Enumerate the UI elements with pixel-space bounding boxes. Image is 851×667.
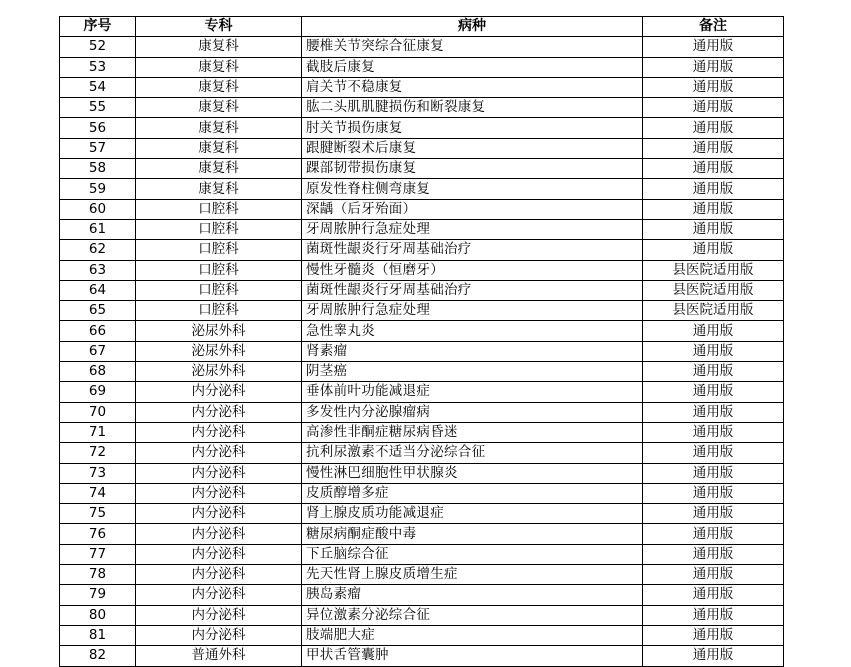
table-row xyxy=(60,179,784,199)
row-department: 内分泌科 xyxy=(136,625,302,645)
row-note: 通用版 xyxy=(643,605,784,625)
row-note: 通用版 xyxy=(643,321,784,341)
row-department: 内分泌科 xyxy=(136,443,302,463)
row-number: 75 xyxy=(60,504,136,524)
row-number: 76 xyxy=(60,524,136,544)
row-disease: 牙周脓肿行急症处理 xyxy=(302,219,643,239)
row-department: 泌尿外科 xyxy=(136,321,302,341)
row-disease: 牙周脓肿行急症处理 xyxy=(302,301,643,321)
row-department: 泌尿外科 xyxy=(136,341,302,361)
row-disease: 胰岛素瘤 xyxy=(302,585,643,605)
row-disease: 下丘脑综合征 xyxy=(302,544,643,564)
row-note: 县医院适用版 xyxy=(643,301,784,321)
row-number: 79 xyxy=(60,585,136,605)
row-department: 内分泌科 xyxy=(136,565,302,585)
row-department: 内分泌科 xyxy=(136,463,302,483)
table-row xyxy=(60,98,784,118)
row-note: 县医院适用版 xyxy=(643,260,784,280)
row-number: 64 xyxy=(60,280,136,300)
row-department: 康复科 xyxy=(136,98,302,118)
row-number: 56 xyxy=(60,118,136,138)
row-disease: 慢性牙髓炎（恒磨牙） xyxy=(302,260,643,280)
row-number: 69 xyxy=(60,382,136,402)
row-disease: 原发性脊柱侧弯康复 xyxy=(302,179,643,199)
table-row xyxy=(60,463,784,483)
row-department: 口腔科 xyxy=(136,260,302,280)
row-number: 67 xyxy=(60,341,136,361)
row-note: 通用版 xyxy=(643,362,784,382)
row-number: 80 xyxy=(60,605,136,625)
table-row xyxy=(60,504,784,524)
row-note: 通用版 xyxy=(643,504,784,524)
row-number: 70 xyxy=(60,402,136,422)
row-note: 通用版 xyxy=(643,646,784,666)
row-department: 内分泌科 xyxy=(136,402,302,422)
row-number: 74 xyxy=(60,483,136,503)
row-number: 78 xyxy=(60,565,136,585)
row-number: 52 xyxy=(60,37,136,57)
row-disease: 急性睾丸炎 xyxy=(302,321,643,341)
row-disease: 多发性内分泌腺瘤病 xyxy=(302,402,643,422)
header-row xyxy=(60,17,784,37)
row-number: 53 xyxy=(60,57,136,77)
row-department: 康复科 xyxy=(136,118,302,138)
row-note: 通用版 xyxy=(643,240,784,260)
row-disease: 肩关节不稳康复 xyxy=(302,77,643,97)
table-row xyxy=(60,605,784,625)
row-number: 58 xyxy=(60,159,136,179)
row-note: 通用版 xyxy=(643,625,784,645)
row-department: 康复科 xyxy=(136,159,302,179)
row-note: 通用版 xyxy=(643,544,784,564)
row-note: 通用版 xyxy=(643,37,784,57)
row-note: 通用版 xyxy=(643,159,784,179)
row-department: 内分泌科 xyxy=(136,524,302,544)
row-department: 内分泌科 xyxy=(136,382,302,402)
row-disease: 踝部韧带损伤康复 xyxy=(302,159,643,179)
row-note: 通用版 xyxy=(643,199,784,219)
table-row xyxy=(60,402,784,422)
row-disease: 肢端肥大症 xyxy=(302,625,643,645)
row-disease: 腰椎关节突综合征康复 xyxy=(302,37,643,57)
row-disease: 异位激素分泌综合征 xyxy=(302,605,643,625)
row-department: 泌尿外科 xyxy=(136,362,302,382)
row-number: 61 xyxy=(60,219,136,239)
row-disease: 菌斑性龈炎行牙周基础治疗 xyxy=(302,280,643,300)
table-body xyxy=(60,37,784,666)
row-note: 通用版 xyxy=(643,179,784,199)
row-disease: 菌斑性龈炎行牙周基础治疗 xyxy=(302,240,643,260)
row-department: 口腔科 xyxy=(136,219,302,239)
table-row xyxy=(60,362,784,382)
table-row xyxy=(60,138,784,158)
header-name: 病种 xyxy=(302,17,643,37)
row-disease: 甲状舌管囊肿 xyxy=(302,646,643,666)
row-number: 65 xyxy=(60,301,136,321)
row-disease: 肱二头肌肌腱损伤和断裂康复 xyxy=(302,98,643,118)
row-number: 72 xyxy=(60,443,136,463)
row-number: 71 xyxy=(60,422,136,442)
table-row xyxy=(60,625,784,645)
row-department: 内分泌科 xyxy=(136,483,302,503)
row-number: 62 xyxy=(60,240,136,260)
table-row xyxy=(60,240,784,260)
row-department: 内分泌科 xyxy=(136,544,302,564)
row-note: 通用版 xyxy=(643,382,784,402)
row-number: 57 xyxy=(60,138,136,158)
disease-table xyxy=(59,16,784,667)
row-number: 73 xyxy=(60,463,136,483)
table-row xyxy=(60,159,784,179)
row-number: 68 xyxy=(60,362,136,382)
row-note: 通用版 xyxy=(643,463,784,483)
table-row xyxy=(60,646,784,666)
row-note: 通用版 xyxy=(643,118,784,138)
table-row xyxy=(60,37,784,57)
row-department: 康复科 xyxy=(136,77,302,97)
row-disease: 阴茎癌 xyxy=(302,362,643,382)
row-disease: 肾上腺皮质功能减退症 xyxy=(302,504,643,524)
row-disease: 先天性肾上腺皮质增生症 xyxy=(302,565,643,585)
row-department: 口腔科 xyxy=(136,240,302,260)
table-row xyxy=(60,321,784,341)
row-department: 内分泌科 xyxy=(136,504,302,524)
row-note: 通用版 xyxy=(643,422,784,442)
table-row xyxy=(60,443,784,463)
row-department: 口腔科 xyxy=(136,280,302,300)
row-number: 81 xyxy=(60,625,136,645)
table-row xyxy=(60,57,784,77)
table-row xyxy=(60,483,784,503)
row-disease: 截肢后康复 xyxy=(302,57,643,77)
row-department: 康复科 xyxy=(136,179,302,199)
table-row xyxy=(60,565,784,585)
table-row xyxy=(60,219,784,239)
header-dept: 专科 xyxy=(136,17,302,37)
row-department: 内分泌科 xyxy=(136,605,302,625)
row-department: 康复科 xyxy=(136,57,302,77)
row-note: 通用版 xyxy=(643,483,784,503)
row-department: 内分泌科 xyxy=(136,585,302,605)
table-row xyxy=(60,199,784,219)
row-disease: 跟腱断裂术后康复 xyxy=(302,138,643,158)
table-row xyxy=(60,77,784,97)
row-note: 县医院适用版 xyxy=(643,280,784,300)
table-header xyxy=(60,17,784,37)
row-department: 口腔科 xyxy=(136,199,302,219)
table-row xyxy=(60,341,784,361)
row-note: 通用版 xyxy=(643,57,784,77)
row-disease: 肾素瘤 xyxy=(302,341,643,361)
header-num: 序号 xyxy=(60,17,136,37)
row-number: 59 xyxy=(60,179,136,199)
row-number: 54 xyxy=(60,77,136,97)
row-number: 60 xyxy=(60,199,136,219)
row-disease: 糖尿病酮症酸中毒 xyxy=(302,524,643,544)
table-row xyxy=(60,382,784,402)
row-disease: 垂体前叶功能减退症 xyxy=(302,382,643,402)
table-row xyxy=(60,422,784,442)
row-department: 内分泌科 xyxy=(136,422,302,442)
table-row xyxy=(60,544,784,564)
table-row xyxy=(60,280,784,300)
row-department: 口腔科 xyxy=(136,301,302,321)
table-row xyxy=(60,260,784,280)
row-note: 通用版 xyxy=(643,77,784,97)
table-row xyxy=(60,524,784,544)
row-disease: 高渗性非酮症糖尿病昏迷 xyxy=(302,422,643,442)
row-note: 通用版 xyxy=(643,443,784,463)
row-note: 通用版 xyxy=(643,341,784,361)
row-department: 康复科 xyxy=(136,37,302,57)
row-disease: 慢性淋巴细胞性甲状腺炎 xyxy=(302,463,643,483)
header-note: 备注 xyxy=(643,17,784,37)
row-note: 通用版 xyxy=(643,98,784,118)
row-disease: 肘关节损伤康复 xyxy=(302,118,643,138)
row-number: 63 xyxy=(60,260,136,280)
row-department: 康复科 xyxy=(136,138,302,158)
row-number: 66 xyxy=(60,321,136,341)
table-row xyxy=(60,118,784,138)
row-number: 55 xyxy=(60,98,136,118)
row-number: 77 xyxy=(60,544,136,564)
row-disease: 深龋（后牙殆面） xyxy=(302,199,643,219)
table-row xyxy=(60,301,784,321)
row-department: 普通外科 xyxy=(136,646,302,666)
row-disease: 皮质醇增多症 xyxy=(302,483,643,503)
row-note: 通用版 xyxy=(643,585,784,605)
table-row xyxy=(60,585,784,605)
row-note: 通用版 xyxy=(643,402,784,422)
row-number: 82 xyxy=(60,646,136,666)
row-note: 通用版 xyxy=(643,138,784,158)
row-disease: 抗利尿激素不适当分泌综合征 xyxy=(302,443,643,463)
row-note: 通用版 xyxy=(643,565,784,585)
row-note: 通用版 xyxy=(643,219,784,239)
row-note: 通用版 xyxy=(643,524,784,544)
